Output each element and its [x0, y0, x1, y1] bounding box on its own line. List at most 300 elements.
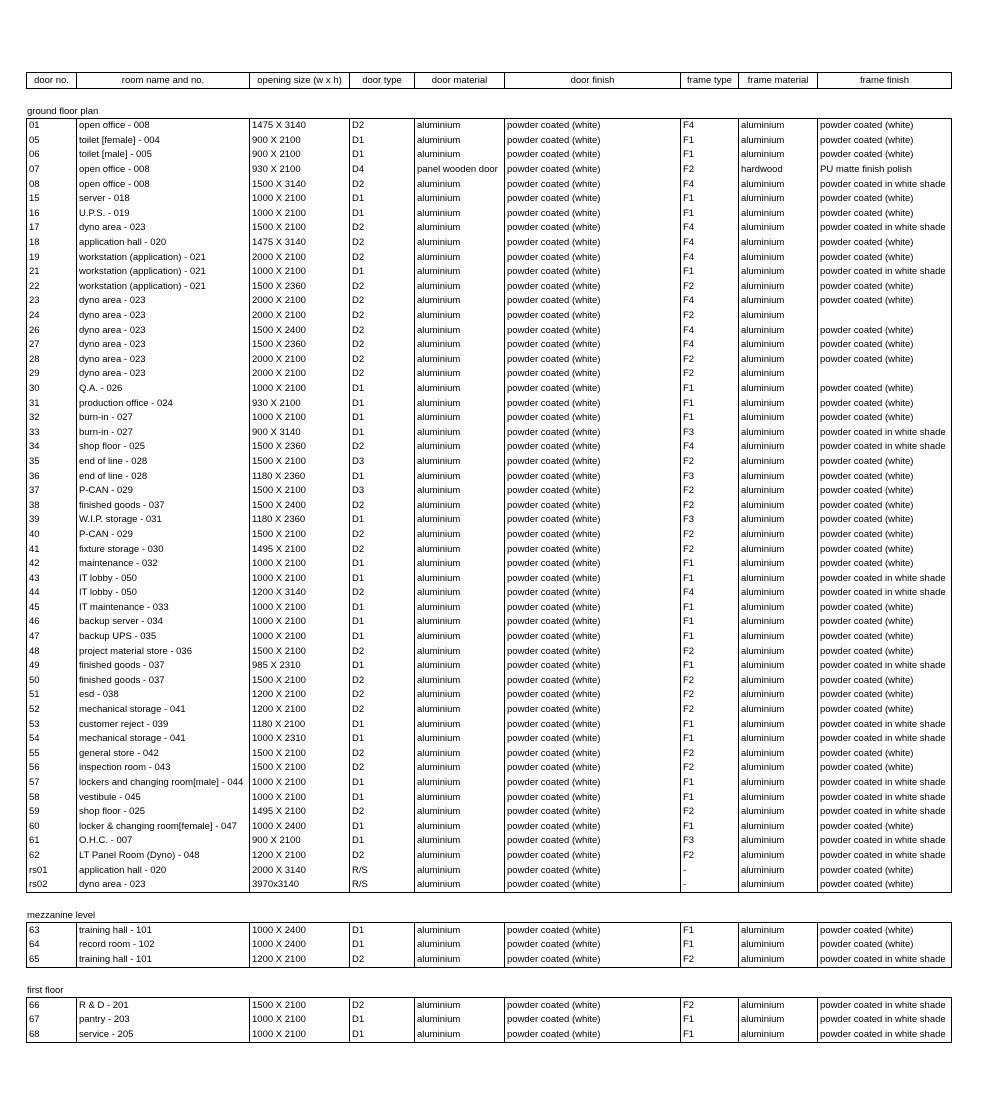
cell-frame-material: aluminium: [739, 761, 818, 776]
cell-frame-type: F2: [681, 761, 739, 776]
cell-door-type: D2: [350, 367, 415, 382]
cell-opening-size: 2000 X 2100: [250, 367, 350, 382]
cell-frame-material: aluminium: [739, 498, 818, 513]
header-door-type: door type: [350, 73, 415, 89]
cell-frame-finish: powder coated (white): [818, 878, 952, 893]
cell-frame-type: F4: [681, 119, 739, 134]
cell-room-name: fixture storage - 030: [77, 542, 250, 557]
cell-frame-type: F1: [681, 938, 739, 953]
cell-door-material: aluminium: [415, 659, 505, 674]
cell-frame-finish: powder coated (white): [818, 469, 952, 484]
cell-room-name: customer reject - 039: [77, 717, 250, 732]
cell-door-material: aluminium: [415, 513, 505, 528]
table-row: [27, 732, 952, 747]
cell-opening-size: 2000 X 2100: [250, 353, 350, 368]
cell-door-material: aluminium: [415, 923, 505, 938]
cell-opening-size: 1500 X 2360: [250, 440, 350, 455]
cell-frame-finish: powder coated (white): [818, 119, 952, 134]
cell-frame-finish: powder coated (white): [818, 353, 952, 368]
table-row: [27, 367, 952, 382]
cell-door-finish: powder coated (white): [505, 557, 681, 572]
header-room-name: room name and no.: [77, 73, 250, 89]
cell-door-no: 46: [27, 615, 77, 630]
cell-frame-finish: [818, 309, 952, 324]
cell-frame-finish: powder coated in white shade: [818, 717, 952, 732]
cell-door-material: aluminium: [415, 688, 505, 703]
cell-opening-size: 1000 X 2100: [250, 630, 350, 645]
cell-frame-type: F1: [681, 776, 739, 791]
cell-opening-size: 2000 X 3140: [250, 863, 350, 878]
cell-room-name: toilet [male] - 005: [77, 148, 250, 163]
cell-room-name: maintenance - 032: [77, 557, 250, 572]
cell-door-material: aluminium: [415, 571, 505, 586]
cell-door-no: 32: [27, 411, 77, 426]
cell-frame-type: F2: [681, 747, 739, 762]
table-row: [27, 177, 952, 192]
cell-room-name: burn-in - 027: [77, 425, 250, 440]
cell-door-finish: powder coated (white): [505, 338, 681, 353]
cell-room-name: vestibule - 045: [77, 790, 250, 805]
cell-frame-finish: powder coated in white shade: [818, 834, 952, 849]
cell-frame-type: F1: [681, 411, 739, 426]
table-row: [27, 717, 952, 732]
cell-door-finish: powder coated (white): [505, 134, 681, 149]
cell-door-no: 22: [27, 280, 77, 295]
door-schedule-header: [26, 72, 952, 89]
cell-frame-material: aluminium: [739, 938, 818, 953]
table-row: [27, 425, 952, 440]
table-row: [27, 411, 952, 426]
cell-frame-type: F4: [681, 323, 739, 338]
cell-door-finish: powder coated (white): [505, 207, 681, 222]
cell-door-material: aluminium: [415, 498, 505, 513]
cell-frame-type: F2: [681, 998, 739, 1013]
cell-door-no: 65: [27, 953, 77, 968]
table-row: [27, 747, 952, 762]
cell-frame-material: aluminium: [739, 236, 818, 251]
cell-room-name: open office - 008: [77, 177, 250, 192]
cell-door-finish: powder coated (white): [505, 353, 681, 368]
cell-frame-material: aluminium: [739, 1013, 818, 1028]
cell-door-finish: powder coated (white): [505, 382, 681, 397]
cell-frame-type: F2: [681, 688, 739, 703]
cell-door-finish: powder coated (white): [505, 280, 681, 295]
cell-frame-finish: powder coated (white): [818, 134, 952, 149]
cell-door-type: D1: [350, 382, 415, 397]
cell-frame-type: F1: [681, 382, 739, 397]
cell-room-name: server - 018: [77, 192, 250, 207]
cell-frame-material: aluminium: [739, 790, 818, 805]
cell-door-finish: powder coated (white): [505, 732, 681, 747]
table-row: [27, 703, 952, 718]
cell-frame-material: aluminium: [739, 294, 818, 309]
cell-frame-material: aluminium: [739, 382, 818, 397]
cell-door-finish: powder coated (white): [505, 119, 681, 134]
cell-frame-type: F3: [681, 513, 739, 528]
cell-door-type: D1: [350, 834, 415, 849]
cell-frame-type: F4: [681, 236, 739, 251]
cell-frame-material: hardwood: [739, 163, 818, 178]
cell-frame-finish: powder coated (white): [818, 528, 952, 543]
cell-room-name: dyno area - 023: [77, 294, 250, 309]
cell-room-name: esd - 038: [77, 688, 250, 703]
cell-room-name: end of line - 028: [77, 469, 250, 484]
cell-frame-type: F2: [681, 953, 739, 968]
cell-door-type: D1: [350, 659, 415, 674]
cell-door-type: D2: [350, 849, 415, 864]
cell-door-material: aluminium: [415, 849, 505, 864]
cell-door-finish: powder coated (white): [505, 411, 681, 426]
cell-frame-material: aluminium: [739, 659, 818, 674]
cell-opening-size: 930 X 2100: [250, 163, 350, 178]
cell-frame-material: aluminium: [739, 998, 818, 1013]
cell-door-type: D2: [350, 236, 415, 251]
table-row: [27, 484, 952, 499]
table-row: [27, 923, 952, 938]
cell-frame-material: aluminium: [739, 309, 818, 324]
cell-door-type: D2: [350, 688, 415, 703]
cell-frame-material: aluminium: [739, 688, 818, 703]
cell-opening-size: 1500 X 2360: [250, 280, 350, 295]
cell-opening-size: 1000 X 2100: [250, 601, 350, 616]
cell-frame-material: aluminium: [739, 923, 818, 938]
cell-room-name: training hall - 101: [77, 953, 250, 968]
cell-opening-size: 900 X 2100: [250, 134, 350, 149]
cell-door-material: aluminium: [415, 732, 505, 747]
cell-frame-material: aluminium: [739, 440, 818, 455]
table-row: [27, 878, 952, 893]
cell-door-no: 33: [27, 425, 77, 440]
cell-door-finish: powder coated (white): [505, 849, 681, 864]
cell-door-finish: powder coated (white): [505, 878, 681, 893]
cell-door-material: aluminium: [415, 703, 505, 718]
cell-room-name: IT maintenance - 033: [77, 601, 250, 616]
table-row: [27, 644, 952, 659]
cell-frame-material: aluminium: [739, 878, 818, 893]
cell-door-type: D2: [350, 805, 415, 820]
cell-frame-material: aluminium: [739, 484, 818, 499]
cell-door-no: 18: [27, 236, 77, 251]
cell-room-name: training hall - 101: [77, 923, 250, 938]
table-row: [27, 863, 952, 878]
cell-door-no: 38: [27, 498, 77, 513]
cell-door-finish: powder coated (white): [505, 863, 681, 878]
cell-frame-finish: powder coated (white): [818, 250, 952, 265]
cell-door-finish: powder coated (white): [505, 820, 681, 835]
cell-door-no: 31: [27, 396, 77, 411]
cell-door-finish: powder coated (white): [505, 659, 681, 674]
cell-opening-size: 1200 X 3140: [250, 586, 350, 601]
cell-frame-finish: powder coated (white): [818, 148, 952, 163]
cell-opening-size: 1000 X 2100: [250, 1013, 350, 1028]
cell-opening-size: 1000 X 2310: [250, 732, 350, 747]
cell-frame-type: F2: [681, 805, 739, 820]
cell-frame-finish: powder coated (white): [818, 923, 952, 938]
cell-opening-size: 1500 X 2100: [250, 455, 350, 470]
cell-frame-material: aluminium: [739, 615, 818, 630]
cell-door-material: aluminium: [415, 834, 505, 849]
cell-door-material: aluminium: [415, 1027, 505, 1042]
cell-door-finish: powder coated (white): [505, 177, 681, 192]
cell-door-material: aluminium: [415, 455, 505, 470]
cell-frame-type: F2: [681, 163, 739, 178]
table-row: [27, 674, 952, 689]
cell-frame-type: F2: [681, 484, 739, 499]
cell-frame-finish: powder coated (white): [818, 323, 952, 338]
cell-door-material: aluminium: [415, 805, 505, 820]
cell-room-name: R & D - 201: [77, 998, 250, 1013]
table-row: [27, 265, 952, 280]
cell-door-material: aluminium: [415, 236, 505, 251]
cell-frame-type: F2: [681, 849, 739, 864]
cell-door-material: aluminium: [415, 938, 505, 953]
cell-frame-material: aluminium: [739, 717, 818, 732]
cell-room-name: mechanical storage - 041: [77, 732, 250, 747]
cell-opening-size: 1000 X 2400: [250, 820, 350, 835]
table-row: [27, 586, 952, 601]
cell-room-name: application hall - 020: [77, 236, 250, 251]
cell-door-material: aluminium: [415, 177, 505, 192]
cell-door-finish: powder coated (white): [505, 790, 681, 805]
cell-door-no: 41: [27, 542, 77, 557]
cell-frame-type: F2: [681, 703, 739, 718]
table-row: [27, 455, 952, 470]
cell-frame-material: aluminium: [739, 776, 818, 791]
cell-frame-material: aluminium: [739, 353, 818, 368]
cell-room-name: record room - 102: [77, 938, 250, 953]
cell-door-material: aluminium: [415, 411, 505, 426]
cell-frame-finish: powder coated in white shade: [818, 586, 952, 601]
cell-door-no: 58: [27, 790, 77, 805]
cell-opening-size: 1000 X 2100: [250, 776, 350, 791]
cell-frame-finish: powder coated (white): [818, 761, 952, 776]
cell-opening-size: 1200 X 2100: [250, 688, 350, 703]
table-row: [27, 542, 952, 557]
cell-door-finish: powder coated (white): [505, 294, 681, 309]
cell-frame-material: aluminium: [739, 455, 818, 470]
cell-door-no: 55: [27, 747, 77, 762]
table-row: [27, 294, 952, 309]
cell-opening-size: 1475 X 3140: [250, 119, 350, 134]
cell-door-no: 66: [27, 998, 77, 1013]
cell-frame-type: F3: [681, 834, 739, 849]
table-row: [27, 440, 952, 455]
cell-frame-material: aluminium: [739, 280, 818, 295]
cell-door-finish: powder coated (white): [505, 265, 681, 280]
cell-door-no: 62: [27, 849, 77, 864]
table-row: [27, 601, 952, 616]
cell-frame-type: F1: [681, 732, 739, 747]
cell-door-no: 21: [27, 265, 77, 280]
cell-frame-material: aluminium: [739, 396, 818, 411]
table-row: [27, 338, 952, 353]
cell-door-material: aluminium: [415, 207, 505, 222]
table-row: [27, 998, 952, 1013]
cell-door-type: D2: [350, 177, 415, 192]
cell-room-name: mechanical storage - 041: [77, 703, 250, 718]
cell-door-finish: powder coated (white): [505, 148, 681, 163]
cell-frame-material: aluminium: [739, 323, 818, 338]
cell-frame-finish: powder coated (white): [818, 280, 952, 295]
cell-door-finish: powder coated (white): [505, 703, 681, 718]
cell-door-no: 19: [27, 250, 77, 265]
cell-frame-type: F1: [681, 571, 739, 586]
cell-door-type: D2: [350, 703, 415, 718]
cell-opening-size: 900 X 2100: [250, 834, 350, 849]
cell-frame-finish: powder coated (white): [818, 630, 952, 645]
cell-door-type: D1: [350, 630, 415, 645]
cell-door-type: D1: [350, 207, 415, 222]
cell-door-finish: powder coated (white): [505, 513, 681, 528]
cell-door-material: aluminium: [415, 425, 505, 440]
cell-door-no: 42: [27, 557, 77, 572]
cell-room-name: project material store - 036: [77, 644, 250, 659]
cell-door-material: aluminium: [415, 134, 505, 149]
cell-frame-type: F1: [681, 630, 739, 645]
cell-door-finish: powder coated (white): [505, 440, 681, 455]
cell-door-type: D1: [350, 425, 415, 440]
cell-frame-finish: powder coated in white shade: [818, 805, 952, 820]
cell-door-type: D2: [350, 221, 415, 236]
cell-room-name: burn-in - 027: [77, 411, 250, 426]
cell-frame-type: F4: [681, 177, 739, 192]
cell-door-finish: powder coated (white): [505, 221, 681, 236]
table-row: [27, 805, 952, 820]
table-row: [27, 938, 952, 953]
cell-door-material: panel wooden door: [415, 163, 505, 178]
cell-frame-finish: powder coated in white shade: [818, 953, 952, 968]
cell-door-no: 08: [27, 177, 77, 192]
cell-door-no: 28: [27, 353, 77, 368]
cell-door-type: D1: [350, 732, 415, 747]
cell-frame-finish: powder coated (white): [818, 192, 952, 207]
cell-frame-finish: powder coated (white): [818, 747, 952, 762]
cell-room-name: dyno area - 023: [77, 309, 250, 324]
cell-opening-size: 1000 X 2100: [250, 557, 350, 572]
cell-door-material: aluminium: [415, 674, 505, 689]
cell-door-finish: powder coated (white): [505, 644, 681, 659]
cell-frame-type: -: [681, 878, 739, 893]
cell-door-finish: powder coated (white): [505, 1013, 681, 1028]
cell-door-type: D2: [350, 586, 415, 601]
cell-door-no: 35: [27, 455, 77, 470]
cell-frame-material: aluminium: [739, 425, 818, 440]
table-row: [27, 207, 952, 222]
cell-room-name: W.I.P. storage - 031: [77, 513, 250, 528]
cell-door-material: aluminium: [415, 323, 505, 338]
cell-door-no: 39: [27, 513, 77, 528]
cell-opening-size: 1500 X 3140: [250, 177, 350, 192]
cell-door-finish: powder coated (white): [505, 630, 681, 645]
cell-door-no: 48: [27, 644, 77, 659]
cell-door-type: D2: [350, 644, 415, 659]
cell-opening-size: 1500 X 2400: [250, 498, 350, 513]
cell-frame-material: aluminium: [739, 207, 818, 222]
cell-door-material: aluminium: [415, 863, 505, 878]
cell-frame-material: aluminium: [739, 747, 818, 762]
cell-door-no: 16: [27, 207, 77, 222]
cell-door-material: aluminium: [415, 717, 505, 732]
cell-room-name: P-CAN - 029: [77, 484, 250, 499]
cell-opening-size: 3970x3140: [250, 878, 350, 893]
cell-door-type: D2: [350, 440, 415, 455]
table-row: [27, 571, 952, 586]
cell-frame-finish: powder coated in white shade: [818, 849, 952, 864]
cell-door-type: D3: [350, 484, 415, 499]
cell-frame-finish: powder coated in white shade: [818, 1013, 952, 1028]
cell-frame-material: aluminium: [739, 557, 818, 572]
cell-door-finish: powder coated (white): [505, 776, 681, 791]
cell-door-type: D1: [350, 148, 415, 163]
cell-door-no: 40: [27, 528, 77, 543]
cell-door-no: 29: [27, 367, 77, 382]
cell-door-type: D2: [350, 528, 415, 543]
cell-door-no: 53: [27, 717, 77, 732]
cell-frame-finish: powder coated in white shade: [818, 440, 952, 455]
cell-room-name: dyno area - 023: [77, 878, 250, 893]
cell-frame-type: F1: [681, 1027, 739, 1042]
cell-door-no: 44: [27, 586, 77, 601]
cell-frame-type: F1: [681, 192, 739, 207]
cell-door-no: 07: [27, 163, 77, 178]
table-row: [27, 557, 952, 572]
cell-door-no: 17: [27, 221, 77, 236]
cell-opening-size: 1000 X 2100: [250, 571, 350, 586]
cell-door-finish: powder coated (white): [505, 747, 681, 762]
cell-door-type: D1: [350, 790, 415, 805]
table-row: [27, 119, 952, 134]
cell-door-no: 30: [27, 382, 77, 397]
table-row: [27, 323, 952, 338]
cell-frame-finish: powder coated (white): [818, 338, 952, 353]
cell-frame-type: F1: [681, 615, 739, 630]
cell-frame-finish: powder coated (white): [818, 703, 952, 718]
cell-room-name: production office - 024: [77, 396, 250, 411]
cell-frame-finish: powder coated (white): [818, 674, 952, 689]
cell-door-material: aluminium: [415, 644, 505, 659]
cell-door-material: aluminium: [415, 953, 505, 968]
cell-frame-type: F1: [681, 265, 739, 280]
cell-opening-size: 1495 X 2100: [250, 805, 350, 820]
cell-door-finish: powder coated (white): [505, 250, 681, 265]
cell-door-finish: powder coated (white): [505, 953, 681, 968]
table-row: [27, 528, 952, 543]
cell-room-name: lockers and changing room[male] - 044: [77, 776, 250, 791]
cell-door-type: D2: [350, 323, 415, 338]
cell-door-no: 05: [27, 134, 77, 149]
cell-frame-finish: powder coated (white): [818, 411, 952, 426]
cell-frame-finish: powder coated (white): [818, 615, 952, 630]
cell-frame-type: F4: [681, 250, 739, 265]
cell-door-finish: powder coated (white): [505, 834, 681, 849]
cell-opening-size: 1500 X 2100: [250, 761, 350, 776]
cell-frame-finish: powder coated in white shade: [818, 998, 952, 1013]
cell-frame-material: aluminium: [739, 644, 818, 659]
cell-door-no: 50: [27, 674, 77, 689]
cell-frame-type: F1: [681, 557, 739, 572]
cell-door-finish: powder coated (white): [505, 805, 681, 820]
cell-frame-finish: powder coated (white): [818, 644, 952, 659]
cell-door-no: 56: [27, 761, 77, 776]
cell-door-material: aluminium: [415, 528, 505, 543]
cell-frame-finish: powder coated in white shade: [818, 790, 952, 805]
cell-frame-material: aluminium: [739, 849, 818, 864]
cell-door-material: aluminium: [415, 280, 505, 295]
cell-door-finish: powder coated (white): [505, 938, 681, 953]
cell-door-type: D2: [350, 119, 415, 134]
cell-door-type: D1: [350, 1027, 415, 1042]
cell-door-finish: powder coated (white): [505, 688, 681, 703]
